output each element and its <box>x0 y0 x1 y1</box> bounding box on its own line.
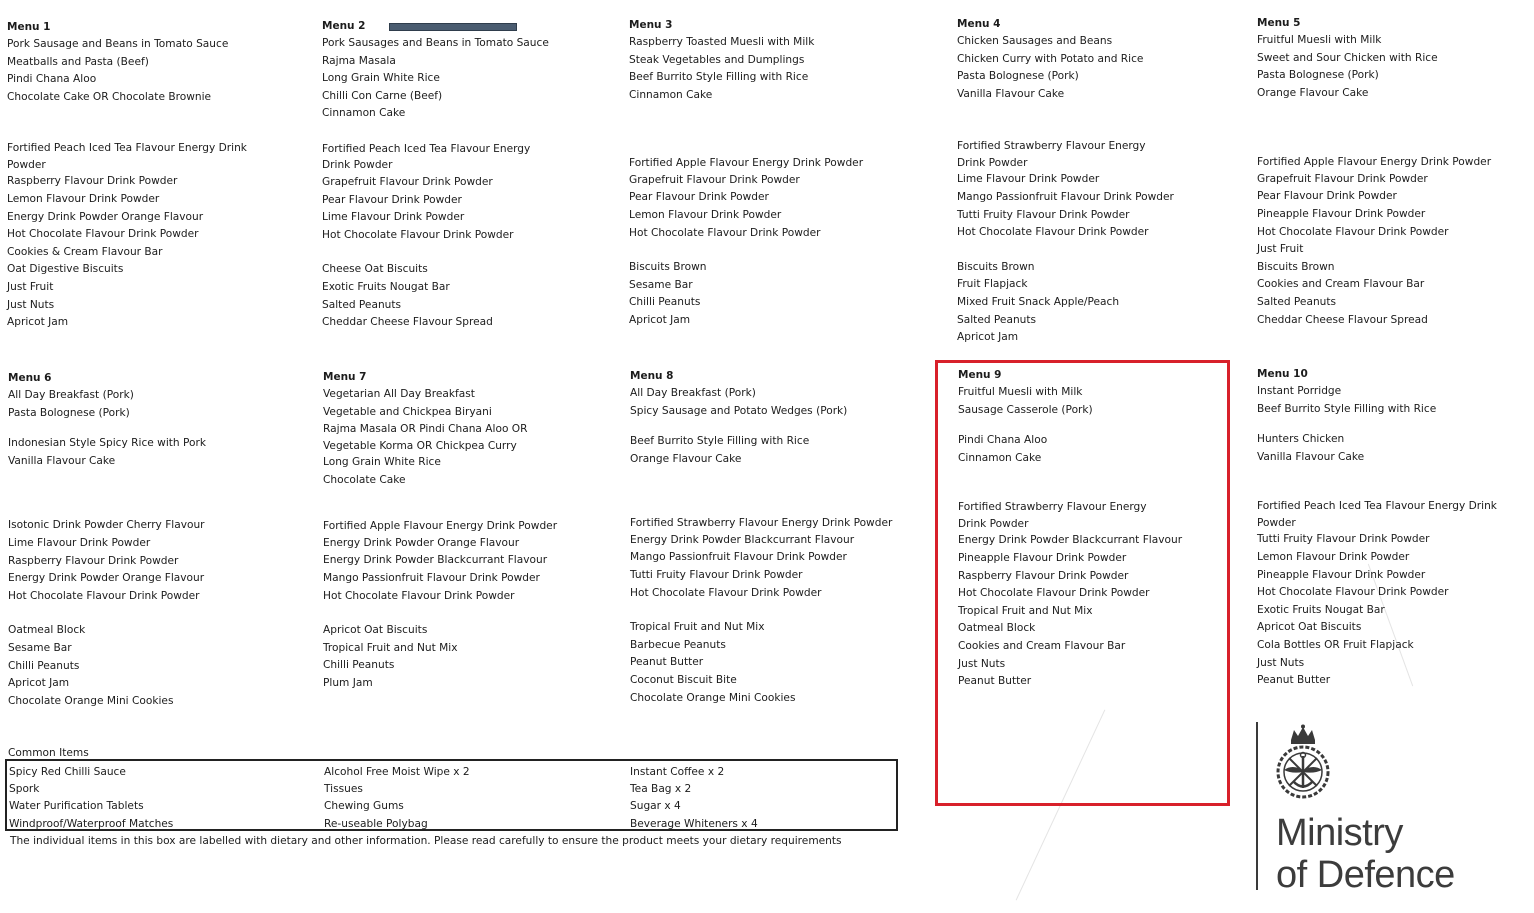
menu-item: Lime Flavour Drink Powder <box>957 173 1100 186</box>
menu-item: Instant Porridge <box>1257 385 1342 397</box>
menu-item: Pindi Chana Aloo <box>7 73 97 86</box>
menu-item: Chilli Peanuts <box>8 659 80 672</box>
menu-item: Lime Flavour Drink Powder <box>8 536 151 549</box>
menu-item: Oatmeal Block <box>8 624 86 637</box>
menu-item: Oat Digestive Biscuits <box>7 263 124 276</box>
menu-item: Cola Bottles OR Fruit Flapjack <box>1257 638 1414 651</box>
menu-item: Exotic Fruits Nougat Bar <box>322 280 450 293</box>
menu-item: Salted Peanuts <box>1257 296 1337 309</box>
menu-item: Raspberry Flavour Drink Powder <box>958 569 1129 582</box>
menu-item: Raspberry Flavour Drink Powder <box>8 554 179 567</box>
menu-item: Sweet and Sour Chicken with Rice <box>1257 51 1438 64</box>
logo-text-line1: Ministry <box>1276 812 1403 854</box>
menu-item: Hot Chocolate Flavour Drink Powder <box>1257 225 1449 238</box>
menu-title: Menu 5 <box>1257 17 1301 29</box>
menu-item: Tropical Fruit and Nut Mix <box>323 641 458 654</box>
menu-item: Peanut Butter <box>1257 674 1331 687</box>
common-item: Tissues <box>324 783 363 796</box>
menu-item: Lime Flavour Drink Powder <box>322 211 465 224</box>
menu-item: Long Grain White Rice <box>323 456 441 469</box>
common-items-column <box>630 764 758 833</box>
menu-item: Beef Burrito Style Filling with Rice <box>629 71 809 84</box>
menu-title: Menu 10 <box>1257 368 1308 380</box>
menu-item: Coconut Biscuit Bite <box>630 674 737 687</box>
menu-item: Long Grain White Rice <box>322 72 440 85</box>
menu-item: Hot Chocolate Flavour Drink Powder <box>322 228 514 241</box>
menu-item: Pineapple Flavour Drink Powder <box>958 551 1127 564</box>
common-item: Windproof/Waterproof Matches <box>9 817 174 830</box>
menu-item: Just Nuts <box>7 298 55 311</box>
mod-logo <box>1256 722 1486 896</box>
menu-item: Pindi Chana Aloo <box>958 434 1048 447</box>
menu-item: Raspberry Toasted Muesli with Milk <box>629 36 815 48</box>
menu-item: Exotic Fruits Nougat Bar <box>1257 603 1385 616</box>
menu-item: Mango Passionfruit Flavour Drink Powder <box>957 190 1174 203</box>
menu-item: Mango Passionfruit Flavour Drink Powder <box>323 572 540 585</box>
menu-item: Pear Flavour Drink Powder <box>322 193 462 206</box>
common-item: Beverage Whiteners x 4 <box>630 817 758 830</box>
menu-item: Hot Chocolate Flavour Drink Powder <box>630 586 822 599</box>
menu-item: Hot Chocolate Flavour Drink Powder <box>958 587 1150 600</box>
menu-1 <box>7 19 257 332</box>
menu-item: Hot Chocolate Flavour Drink Powder <box>957 226 1149 239</box>
menu-item: Pork Sausages and Beans in Tomato Sauce <box>322 37 549 49</box>
common-item: Instant Coffee x 2 <box>630 766 725 778</box>
menu-item: Orange Flavour Cake <box>630 452 742 465</box>
menu-item: Chilli Peanuts <box>629 296 701 309</box>
menu-item: Energy Drink Powder Blackcurrant Flavour <box>630 533 855 546</box>
menu-item: Just Nuts <box>1257 656 1305 669</box>
menu-item: Grapefruit Flavour Drink Powder <box>629 173 800 186</box>
menu-item: Hot Chocolate Flavour Drink Powder <box>8 589 200 602</box>
menu-item: Pasta Bolognese (Pork) <box>957 70 1079 83</box>
menu-item: Energy Drink Powder Orange Flavour <box>8 572 205 585</box>
menu-item: Mango Passionfruit Flavour Drink Powder <box>630 551 847 564</box>
common-item: Spicy Red Chilli Sauce <box>9 766 126 778</box>
menu-item: Energy Drink Powder Orange Flavour <box>7 210 204 223</box>
menu-item: Tutti Fruity Flavour Drink Powder <box>957 208 1130 221</box>
menu-item: Fortified Peach Iced Tea Flavour Energy Drink Powder <box>7 142 247 171</box>
menu-item: Pasta Bolognese (Pork) <box>1257 69 1379 82</box>
menu-item: Beef Burrito Style Filling with Rice <box>1257 402 1437 415</box>
menu-item: Vegetarian All Day Breakfast <box>323 388 475 400</box>
logo-text-line2: of Defence <box>1276 854 1455 896</box>
menu-item: Cheddar Cheese Flavour Spread <box>322 316 493 329</box>
menu-item: Energy Drink Powder Orange Flavour <box>323 536 520 549</box>
menu-5 <box>1257 15 1517 329</box>
menu-title: Menu 2 <box>322 20 366 32</box>
menu-item: Biscuits Brown <box>1257 260 1335 273</box>
menu-item: Lemon Flavour Drink Powder <box>629 209 782 222</box>
menu-item: Pork Sausage and Beans in Tomato Sauce <box>7 38 229 50</box>
menu-item: Pear Flavour Drink Powder <box>629 191 769 204</box>
menu-6 <box>8 370 258 710</box>
menu-item: Vanilla Flavour Cake <box>957 87 1065 100</box>
menu-item: Apricot Oat Biscuits <box>323 624 428 637</box>
menu-item: Cookies & Cream Flavour Bar <box>7 245 163 258</box>
menu-item: All Day Breakfast (Pork) <box>8 389 134 401</box>
common-item: Alcohol Free Moist Wipe x 2 <box>324 766 470 778</box>
menu-title: Menu 3 <box>629 19 673 31</box>
menu-item: Vanilla Flavour Cake <box>8 454 116 467</box>
menu-item: Pear Flavour Drink Powder <box>1257 190 1397 203</box>
menu-4 <box>957 16 1172 347</box>
menu-item: Tutti Fruity Flavour Drink Powder <box>1257 533 1430 546</box>
menu-8 <box>630 368 895 707</box>
menu-item: Lemon Flavour Drink Powder <box>1257 550 1410 563</box>
common-items-box <box>5 759 898 831</box>
menu-item: Just Fruit <box>1257 243 1304 256</box>
common-items-column <box>324 764 470 833</box>
menu-item: Fruitful Muesli with Milk <box>1257 34 1382 46</box>
menu-item: Apricot Jam <box>7 316 69 329</box>
menu-item: Pasta Bolognese (Pork) <box>8 406 130 419</box>
menu-item: Salted Peanuts <box>957 313 1037 326</box>
menu-item: Cookies and Cream Flavour Bar <box>1257 278 1425 291</box>
menu-item: Chocolate Orange Mini Cookies <box>8 694 174 707</box>
menu-title: Menu 7 <box>323 371 367 383</box>
menu-item: Cheese Oat Biscuits <box>322 263 428 276</box>
mod-crest-icon <box>1272 724 1334 806</box>
menu-title: Menu 9 <box>958 369 1002 381</box>
menu-item: Grapefruit Flavour Drink Powder <box>322 175 493 188</box>
menu-item: Chilli Peanuts <box>323 659 395 672</box>
common-item: Spork <box>9 783 40 796</box>
menu-item: Oatmeal Block <box>958 622 1036 635</box>
menu-item: Chicken Curry with Potato and Rice <box>957 52 1144 65</box>
menu-item: Meatballs and Pasta (Beef) <box>7 55 149 68</box>
menu-item: Sesame Bar <box>629 278 693 291</box>
common-item: Water Purification Tablets <box>9 800 144 813</box>
menu-item: Cheddar Cheese Flavour Spread <box>1257 313 1428 326</box>
menu-item: Cookies and Cream Flavour Bar <box>958 639 1126 652</box>
menu-item: Hot Chocolate Flavour Drink Powder <box>323 589 515 602</box>
logo-rule <box>1256 722 1258 890</box>
common-items-column <box>9 764 173 833</box>
menu-item: Apricot Jam <box>957 331 1019 344</box>
menu-title: Menu 1 <box>7 21 51 33</box>
menu-item: Vegetable and Chickpea Biryani <box>323 405 492 418</box>
menu-item: Fruit Flapjack <box>957 278 1028 291</box>
menu-item: Peanut Butter <box>630 656 704 669</box>
menu-item: Chocolate Cake <box>323 473 406 486</box>
menu-item: Just Fruit <box>7 280 54 293</box>
menu-item: Pineapple Flavour Drink Powder <box>1257 568 1426 581</box>
menu-item: Chilli Con Carne (Beef) <box>322 89 443 102</box>
menu-item: Barbecue Peanuts <box>630 638 726 651</box>
menu-item: Grapefruit Flavour Drink Powder <box>1257 172 1428 185</box>
dietary-note: The individual items in this box are labelled with dietary and other information. Please read carefully to ensure the product meets your dietary requirements <box>10 835 842 847</box>
menu-title: Menu 8 <box>630 370 674 382</box>
menu-9 <box>958 367 1183 691</box>
menu-2 <box>322 18 557 332</box>
menu-item: Fortified Peach Iced Tea Flavour Energy Drink Powder <box>322 142 531 172</box>
menu-title: Menu 4 <box>957 18 1001 30</box>
menu-10 <box>1257 366 1497 690</box>
menu-item: Chocolate Orange Mini Cookies <box>630 691 796 704</box>
menu-item: Fortified Apple Flavour Energy Drink Powder <box>629 157 864 170</box>
menu-item: Rajma Masala <box>322 54 396 67</box>
menu-item: Fruitful Muesli with Milk <box>958 386 1083 398</box>
menu-item: Biscuits Brown <box>629 261 707 274</box>
menu-item: Isotonic Drink Powder Cherry Flavour <box>8 519 205 532</box>
menu-item: Chicken Sausages and Beans <box>957 35 1113 47</box>
menu-item: Fortified Apple Flavour Energy Drink Powder <box>323 520 558 533</box>
common-items-title: Common Items <box>8 747 89 759</box>
menu-item: Pineapple Flavour Drink Powder <box>1257 208 1426 221</box>
menu-item: Fortified Strawberry Flavour Energy Drink Powder <box>958 501 1147 530</box>
menu-item: Raspberry Flavour Drink Powder <box>7 175 178 188</box>
common-item: Sugar x 4 <box>630 800 681 813</box>
menu-item: Biscuits Brown <box>957 260 1035 273</box>
common-item: Tea Bag x 2 <box>630 783 692 796</box>
menu-item: Apricot Jam <box>8 677 70 690</box>
menu-item: Hot Chocolate Flavour Drink Powder <box>629 226 821 239</box>
menu-item: Hot Chocolate Flavour Drink Powder <box>1257 586 1449 599</box>
common-item: Chewing Gums <box>324 800 404 813</box>
menu-item: Lemon Flavour Drink Powder <box>7 192 160 205</box>
menu-item: Indonesian Style Spicy Rice with Pork <box>8 437 206 450</box>
menu-item: Apricot Oat Biscuits <box>1257 621 1362 634</box>
menu-item: Rajma Masala OR Pindi Chana Aloo OR Vegetable Korma OR Chickpea Curry <box>323 423 528 452</box>
menu-item: Cinnamon Cake <box>958 451 1042 464</box>
menu-item: Steak Vegetables and Dumplings <box>629 53 805 66</box>
menu-item: Cinnamon Cake <box>629 88 713 101</box>
menu-3 <box>629 17 889 330</box>
menu-item: Hot Chocolate Flavour Drink Powder <box>7 228 199 241</box>
menu-item: Peanut Butter <box>958 675 1032 688</box>
menu-item: Orange Flavour Cake <box>1257 86 1369 99</box>
menu-item: Energy Drink Powder Blackcurrant Flavour <box>958 534 1183 547</box>
menu-item: Energy Drink Powder Blackcurrant Flavour <box>323 554 548 567</box>
menu-item: Chocolate Cake OR Chocolate Brownie <box>7 90 212 103</box>
menu-item: Tropical Fruit and Nut Mix <box>630 621 765 634</box>
menu-item: Tropical Fruit and Nut Mix <box>958 604 1093 617</box>
menu-item: Spicy Sausage and Potato Wedges (Pork) <box>630 404 848 417</box>
menu-item: Plum Jam <box>323 677 373 690</box>
menu-item: Apricot Jam <box>629 314 691 327</box>
menu-item: Fortified Strawberry Flavour Energy Drink Powder <box>957 140 1146 169</box>
menu-item: Vanilla Flavour Cake <box>1257 450 1365 463</box>
menu-item: Cinnamon Cake <box>322 107 406 120</box>
menu-item: Fortified Apple Flavour Energy Drink Powder <box>1257 156 1492 169</box>
menu-item: Salted Peanuts <box>322 298 402 311</box>
common-item: Re-useable Polybag <box>324 817 428 830</box>
menu-item: All Day Breakfast (Pork) <box>630 387 756 399</box>
menu-item: Hunters Chicken <box>1257 433 1345 446</box>
menu-title: Menu 6 <box>8 372 52 384</box>
menu-item: Mixed Fruit Snack Apple/Peach <box>957 295 1120 308</box>
menu-item: Tutti Fruity Flavour Drink Powder <box>630 569 803 582</box>
menu-item: Fortified Peach Iced Tea Flavour Energy Drink Powder <box>1257 500 1497 529</box>
menu-item: Just Nuts <box>958 657 1006 670</box>
menu-item: Fortified Strawberry Flavour Energy Drink Powder <box>630 517 893 530</box>
menu-7 <box>323 369 568 693</box>
menu-item: Sesame Bar <box>8 641 72 654</box>
menu-item: Sausage Casserole (Pork) <box>958 403 1093 416</box>
menu-item: Beef Burrito Style Filling with Rice <box>630 435 810 448</box>
